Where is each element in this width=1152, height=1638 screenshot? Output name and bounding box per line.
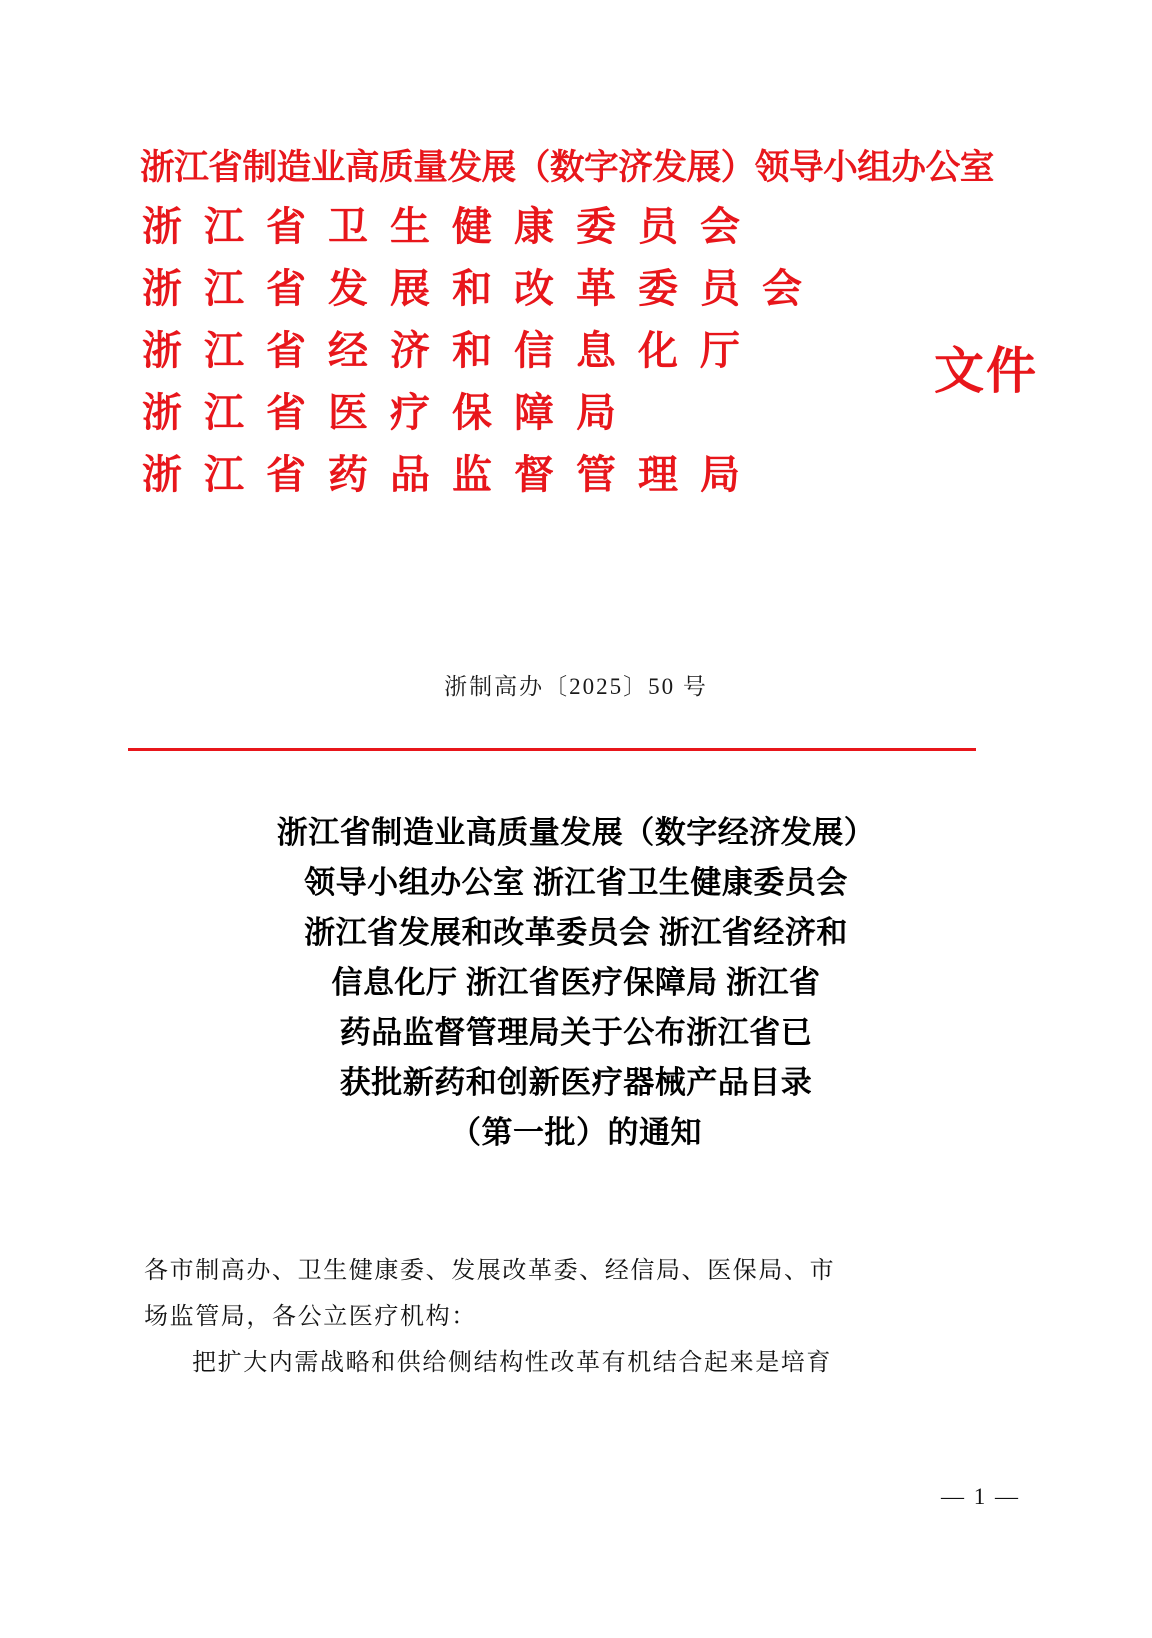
red-separator-rule (128, 748, 976, 751)
title-line-6: 获批新药和创新医疗器械产品目录 (339, 1065, 813, 1100)
title-line-7: （第一批）的通知 (450, 1115, 702, 1150)
body-paragraph-1: 把扩大内需战略和供给侧结构性改革有机结合起来是培育 (192, 1350, 832, 1376)
addressee-line-1: 各市制高办、卫生健康委、发展改革委、经信局、医保局、市 (144, 1258, 836, 1284)
letterhead-line-economy-information-department: 浙江省经济和信息化厅 (142, 328, 762, 373)
page-title (150, 808, 1002, 1158)
title-line-3: 浙江省发展和改革委员会 浙江省经济和 (304, 915, 848, 950)
document-number: 浙制高办〔2025〕50 号 (444, 674, 708, 699)
page-number: — 1 — (941, 1484, 1020, 1509)
letterhead-line-leading-group: 浙江省制造业高质量发展（数字济发展）领导小组办公室 (140, 148, 994, 187)
letterhead-line-medical-security-bureau: 浙江省医疗保障局 (142, 390, 638, 435)
title-line-5: 药品监督管理局关于公布浙江省已 (339, 1015, 813, 1050)
title-line-1: 浙江省制造业高质量发展（数字经济发展） (276, 815, 876, 850)
letterhead-wenjian-label: 文件 (934, 343, 1038, 399)
letterhead (128, 148, 1038, 517)
title-line-2: 领导小组办公室 浙江省卫生健康委员会 (304, 865, 848, 900)
body-text (144, 1248, 1008, 1386)
title-line-4: 信息化厅 浙江省医疗保障局 浙江省 (331, 965, 821, 1000)
letterhead-line-health-commission: 浙江省卫生健康委员会 (142, 204, 762, 249)
letterhead-line-development-reform-commission: 浙江省发展和改革委员会 (142, 266, 824, 311)
addressee-line-2: 场监管局，各公立医疗机构： (144, 1304, 477, 1330)
letterhead-line-drug-administration: 浙江省药品监督管理局 (142, 452, 762, 497)
